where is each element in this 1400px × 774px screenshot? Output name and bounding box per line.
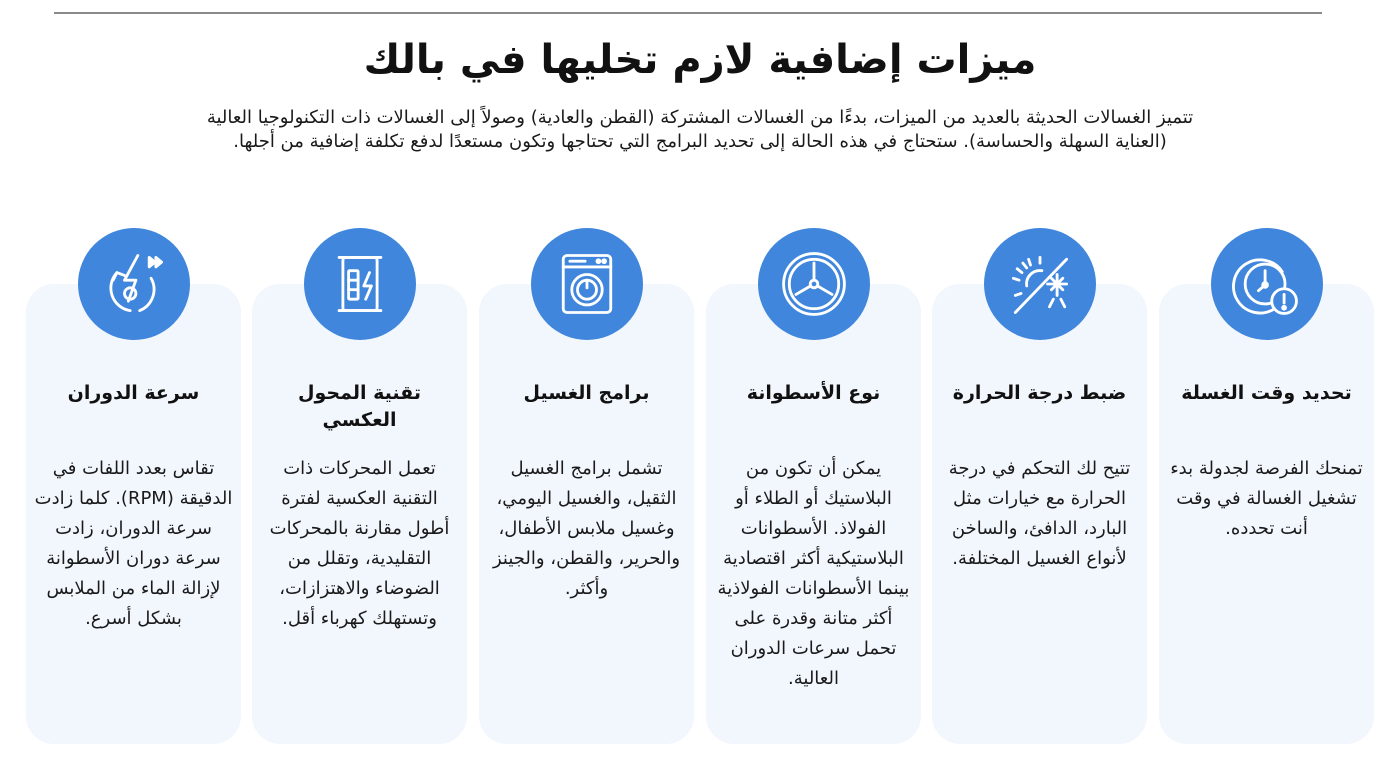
- feature-title: ضبط درجة الحرارة: [952, 382, 1127, 404]
- feature-description: يمكن أن تكون من البلاستيك أو الطلاء أو الفولاذ. الأسطوانات البلاستيكية أكثر اقتصادية بينما الأسطوانات الفولاذية أكثر متانة وقدرة على تحمل سرعات الدوران العالية.: [717, 458, 910, 689]
- spin-speed-icon: [78, 228, 190, 340]
- feature-card-temperature: [932, 284, 1147, 744]
- inverter-battery-icon: [304, 228, 416, 340]
- sun-snowflake-icon: [984, 228, 1096, 340]
- washing-machine-icon: [531, 228, 643, 340]
- feature-description: تشمل برامج الغسيل الثقيل، والغسيل اليومي، وغسيل ملابس الأطفال، والحرير، والقطن، والجينز وأكثر.: [492, 458, 681, 599]
- drum-fan-icon: [758, 228, 870, 340]
- intro-paragraph: تتميز الغسالات الحديثة بالعديد من الميزات، بدءًا من الغسالات المشتركة (القطن والعادية) وصولاً إلى الغسالات ذات التكنولوجيا العالية (العناية السهلة والحساسة). ستحتاج في هذه الحالة إلى تحديد البرامج التي تحتاجها وتكون مستعدًا لدفع تكلفة إضافية من أجلها.: [206, 107, 1194, 152]
- feature-description: تعمل المحركات ذات التقنية العكسية لفترة أطول مقارنة بالمحركات التقليدية، وتقلل من الضوضاء والاهتزازات، وتستهلك كهرباء أقل.: [269, 458, 450, 629]
- feature-title: برامج الغسيل: [523, 382, 650, 404]
- feature-title: سرعة الدوران: [67, 382, 200, 404]
- page-title: ميزات إضافية لازم تخليها في بالك: [363, 37, 1037, 83]
- feature-card-inverter: [252, 284, 467, 744]
- feature-description: تمنحك الفرصة لجدولة بدء تشغيل الغسالة في وقت أنت تحدده.: [1170, 458, 1363, 539]
- feature-title: تقنية المحول العكسي: [298, 382, 421, 431]
- clock-alert-icon: [1211, 228, 1323, 340]
- feature-card-delay-timer: [1159, 284, 1374, 744]
- feature-card-spin-speed: [26, 284, 241, 744]
- feature-description: تقاس بعدد اللفات في الدقيقة (RPM). كلما زادت سرعة الدوران، زادت سرعة دوران الأسطوانة لإزالة الماء من الملابس بشكل أسرع.: [34, 458, 233, 629]
- feature-description: تتيح لك التحكم في درجة الحرارة مع خيارات مثل البارد، الدافئ، والساخن لأنواع الغسيل المختلفة.: [948, 458, 1131, 569]
- feature-card-wash-programs: [479, 284, 694, 744]
- feature-title: نوع الأسطوانة: [746, 382, 881, 404]
- feature-card-drum-type: [706, 284, 921, 744]
- feature-title: تحديد وقت الغسلة: [1181, 382, 1352, 404]
